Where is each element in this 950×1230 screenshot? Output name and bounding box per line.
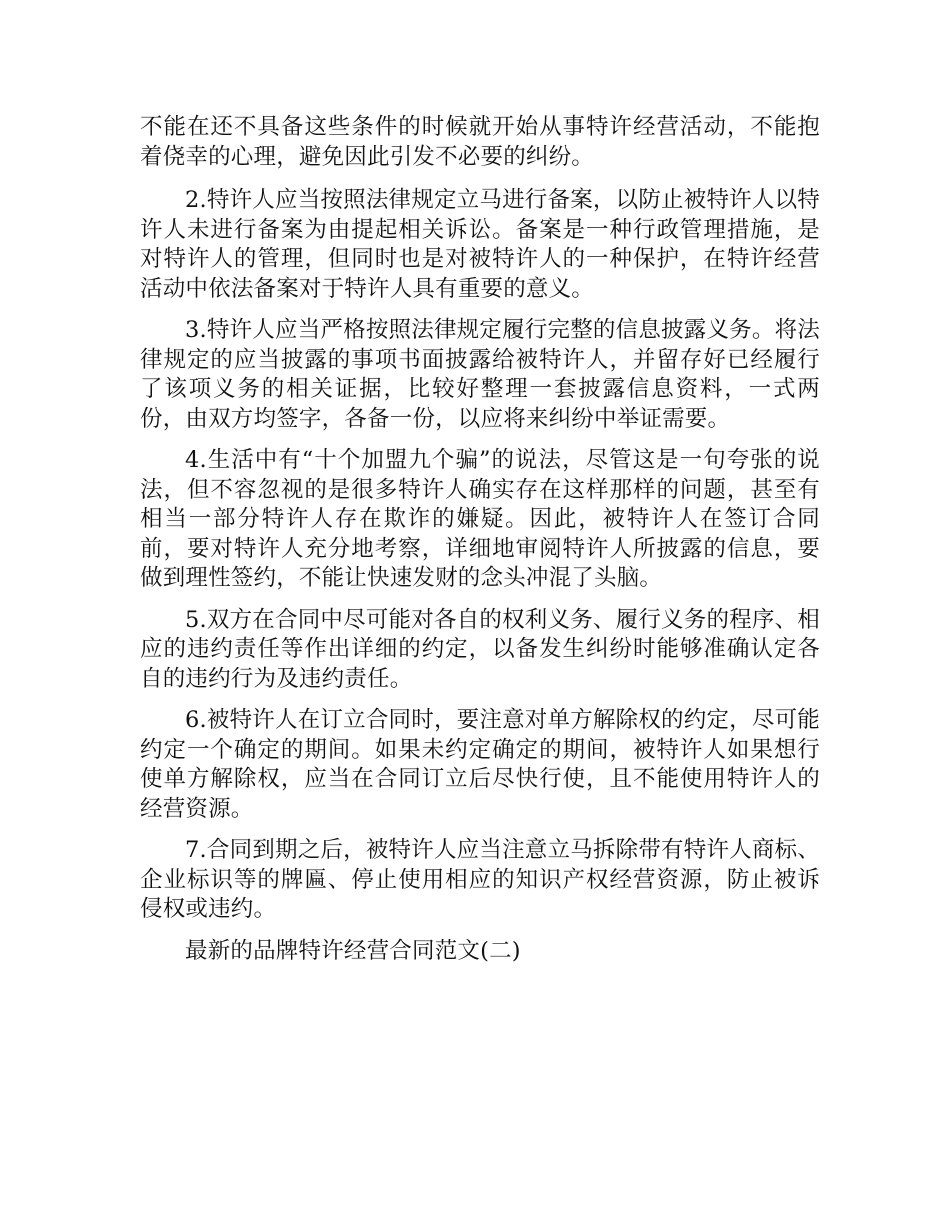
section-title: 最新的品牌特许经营合同范文(二) (185, 937, 521, 964)
paragraph-continuation: 不能在还不具备这些条件的时候就开始从事特许经营活动，不能抱着侥幸的心理，避免因此引发不必要的纠纷。 (140, 114, 820, 170)
paragraph-item-4: 4.生活中有“十个加盟九个骗”的说法，尽管这是一句夸张的说法，但不容忽视的是很多特许人确实存在这样那样的问题，甚至有相当一部分特许人存在欺诈的嫌疑。因此，被特许人在签订合同前，要对特许人充分地考察，详细地审阅特许人所披露的信息，要做到理性签约，不能让快速发财的念头冲混了头脑。 (140, 447, 820, 591)
document-page (140, 113, 820, 978)
paragraph-item-6: 6.被特许人在订立合同时，要注意对单方解除权的约定，尽可能约定一个确定的期间。如果未约定确定的期间，被特许人如果想行使单方解除权，应当在合同订立后尽快行使，且不能使用特许人的经营资源。 (140, 707, 820, 822)
paragraph-item-2: 2.特许人应当按照法律规定立马进行备案，以防止被特许人以特许人未进行备案为由提起相关诉讼。备案是一种行政管理措施，是对特许人的管理，但同时也是对被特许人的一种保护，在特许经营活动中依法备案对于特许人具有重要的意义。 (140, 187, 820, 302)
paragraph-item-3: 3.特许人应当严格按照法律规定履行完整的信息披露义务。将法律规定的应当披露的事项书面披露给被特许人，并留存好已经履行了该项义务的相关证据，比较好整理一套披露信息资料，一式两份，由双方均签字，各备一份，以应将来纠纷中举证需要。 (140, 317, 820, 432)
paragraph-item-7: 7.合同到期之后，被特许人应当注意立马拆除带有特许人商标、企业标识等的牌匾、停止使用相应的知识产权经营资源，防止被诉侵权或违约。 (140, 837, 820, 922)
paragraph-item-5: 5.双方在合同中尽可能对各自的权利义务、履行义务的程序、相应的违约责任等作出详细的约定，以备发生纠纷时能够准确认定各自的违约行为及违约责任。 (140, 606, 820, 692)
